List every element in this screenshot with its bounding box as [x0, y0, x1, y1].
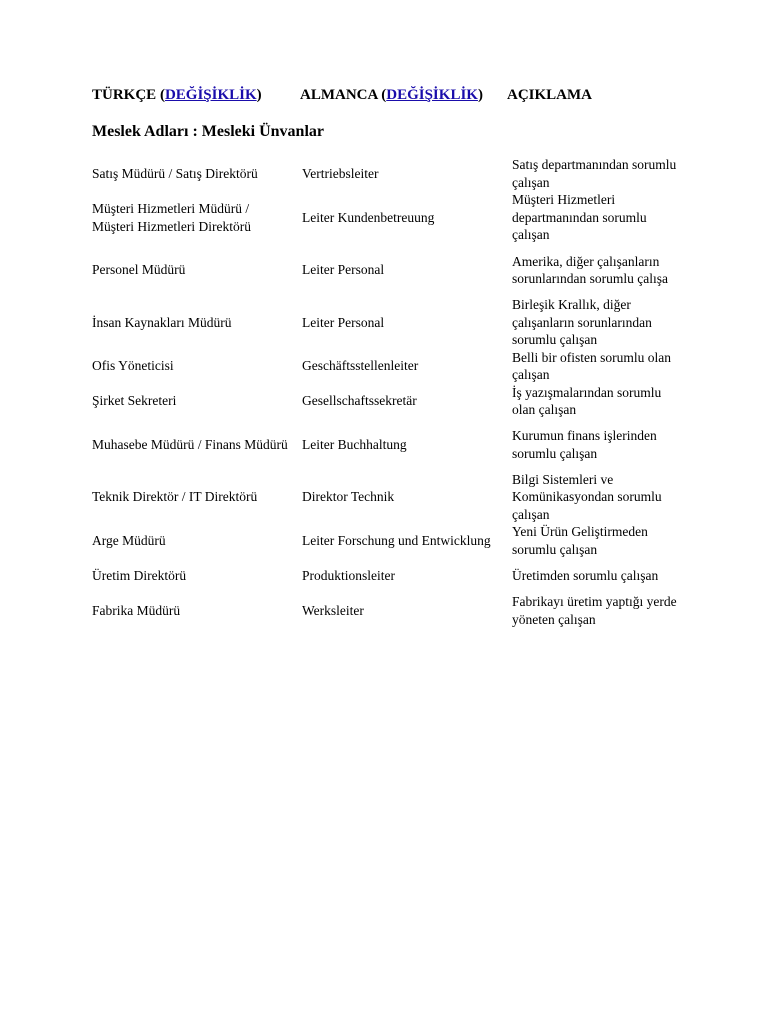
description-cell: Üretimden sorumlu çalışan — [512, 567, 659, 583]
open-paren: ( — [159, 87, 165, 103]
turkish-cell: İnsan Kaynakları Müdürü — [92, 314, 232, 330]
german-cell: Leiter Buchhaltung — [302, 436, 407, 452]
description-cell: Yeni Ürün Geliştirmeden sorumlu çalışan — [512, 524, 648, 557]
turkish-cell: Fabrika Müdürü — [92, 602, 181, 618]
turkish-cell: Şirket Sekreteri — [92, 393, 177, 409]
close-paren: ) — [477, 87, 483, 103]
table-row — [86, 419, 688, 471]
turkish-cell: Personel Müdürü — [92, 262, 186, 278]
description-cell: Fabrikayı üretim yaptığı yerde yöneten çalışan — [512, 594, 677, 627]
turkish-cell: Müşteri Hizmetleri Müdürü / Müşteri Hizmetleri Direktörü — [92, 201, 251, 234]
job-titles-table — [86, 156, 688, 628]
table-row — [86, 558, 688, 593]
open-paren: ( — [381, 87, 387, 103]
turkish-cell: Ofis Yöneticisi — [92, 358, 174, 374]
german-cell: Werksleiter — [302, 602, 364, 618]
description-cell: Amerika, diğer çalışanların sorunlarından sorumlu çalışa — [512, 253, 668, 286]
turkish-cell: Satış Müdürü / Satış Direktörü — [92, 165, 258, 181]
german-cell: Leiter Forschung und Entwicklung — [302, 532, 491, 548]
table-row — [86, 191, 688, 244]
turkish-edit-link[interactable]: DEĞİŞİKLİK — [164, 87, 257, 103]
table-row — [86, 296, 688, 349]
table-row — [86, 593, 688, 628]
section-title: Meslek Adları : Mesleki Ünvanlar — [92, 123, 324, 140]
turkish-cell: Muhasebe Müdürü / Finans Müdürü — [92, 436, 288, 452]
table-row — [86, 471, 688, 524]
table-row — [86, 244, 688, 296]
turkish-cell: Üretim Direktörü — [92, 567, 187, 583]
description-cell: İş yazışmalarından sorumlu olan çalışan — [512, 384, 662, 417]
turkish-cell: Teknik Direktör / IT Direktörü — [92, 489, 258, 504]
table-row — [86, 156, 688, 191]
description-cell: Kurumun finans işlerinden sorumlu çalışan — [512, 428, 657, 461]
turkish-cell: Arge Müdürü — [92, 532, 166, 548]
german-cell: Produktionsleiter — [302, 567, 395, 583]
description-cell: Müşteri Hizmetleri departmanından sorumlu çalışan — [512, 192, 647, 243]
german-cell: Leiter Personal — [302, 314, 385, 330]
description-cell: Bilgi Sistemleri ve Komünikasyondan sorumlu çalışan — [512, 471, 662, 522]
table-row — [86, 349, 688, 384]
german-cell: Gesellschaftssekretär — [302, 393, 417, 409]
description-column-header: AÇIKLAMA — [507, 87, 592, 103]
close-paren: ) — [256, 87, 262, 103]
german-cell: Vertriebsleiter — [302, 165, 379, 181]
german-cell: Leiter Personal — [302, 262, 385, 278]
german-cell: Leiter Kundenbetreuung — [302, 209, 435, 225]
description-cell: Satış departmanından sorumlu çalışan — [512, 157, 677, 190]
german-column-header — [300, 86, 483, 104]
table-row — [86, 384, 688, 419]
german-header-label: ALMANCA — [300, 87, 378, 103]
german-cell: Geschäftsstellenleiter — [302, 358, 419, 374]
turkish-column-header — [92, 86, 262, 104]
german-cell: Direktor Technik — [302, 489, 395, 504]
description-cell: Birleşik Krallık, diğer çalışanların sorunlarından sorumlu çalışan — [512, 297, 652, 347]
table-row — [86, 523, 688, 558]
turkish-header-label: TÜRKÇE — [92, 87, 157, 103]
german-edit-link[interactable]: DEĞİŞİKLİK — [386, 87, 478, 103]
description-cell: Belli bir ofisten sorumlu olan çalışan — [512, 349, 671, 382]
